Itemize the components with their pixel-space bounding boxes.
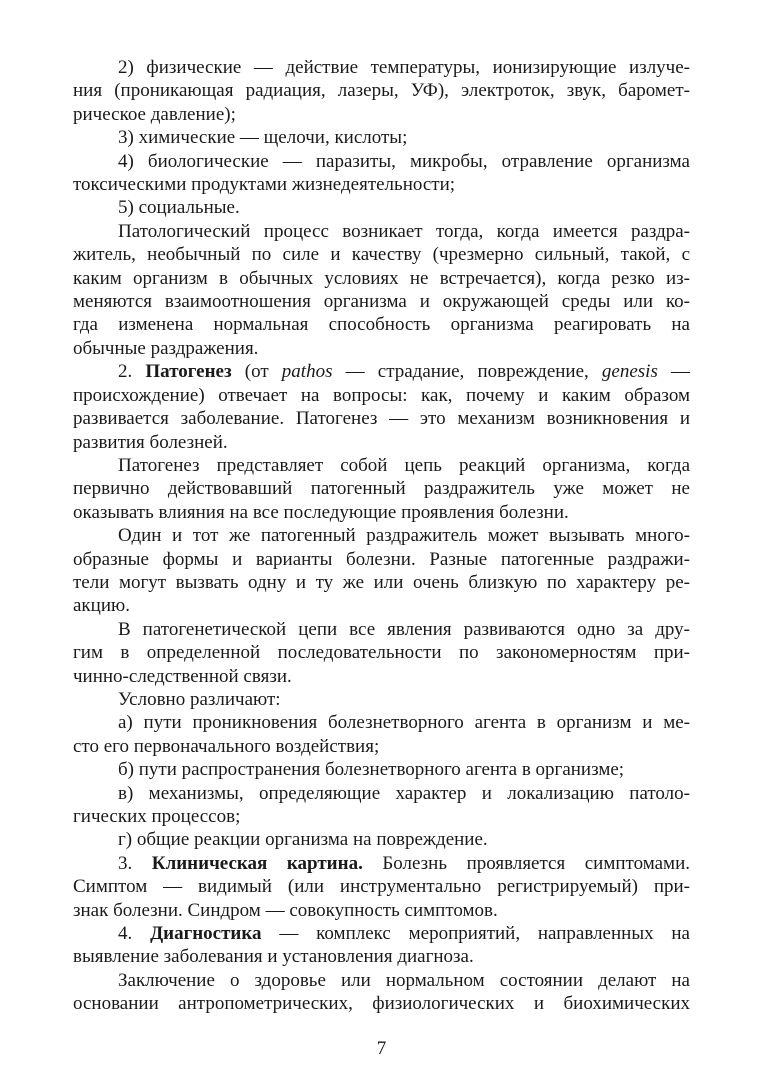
text-line: акцию.	[73, 595, 130, 617]
text-line: сто его первоначального воздействия;	[73, 735, 380, 757]
text-line: Заключение о здоровье или нормальном состоянии делают на	[118, 969, 690, 991]
text-line: основании антропометрических, физиологических и биохимических	[73, 993, 690, 1015]
text-line: Патологический процесс возникает тогда, когда имеется раздра-	[118, 220, 690, 242]
text-line: 5) социальные.	[118, 197, 240, 219]
text-line: тели могут вызвать одну и ту же или очень близкую по характеру ре-	[73, 571, 690, 593]
text-run: 2.	[118, 361, 146, 383]
text-run: (от	[231, 361, 282, 383]
text-line: образные формы и варианты болезни. Разные патогенные раздражи-	[73, 548, 690, 570]
paragraph	[73, 150, 690, 197]
text-line: первично действовавший патогенный раздражитель уже может не	[73, 478, 690, 500]
text-line: 3) химические — щелочи, кислоты;	[118, 127, 408, 149]
text-line: 4) биологические — паразиты, микробы, отравление организма	[118, 150, 690, 172]
text-line: 2) физические — действие температуры, ионизирующие излуче-	[118, 57, 690, 78]
paragraph	[73, 758, 690, 781]
paragraph	[73, 196, 690, 219]
text-line: б) пути распространения болезнетворного агента в организме;	[118, 759, 625, 781]
text-line: гим в определенной последовательности по закономерностям при-	[73, 642, 690, 664]
text-line: каким организм в обычных условиях не встречается), когда резко из-	[73, 267, 690, 289]
term-italic: pathos	[281, 361, 333, 383]
text-line	[73, 360, 690, 383]
text-line: в) механизмы, определяющие характер и локализацию патоло-	[118, 782, 690, 804]
text-run: 3.	[118, 852, 152, 874]
text-line: токсическими продуктами жизнедеятельности;	[73, 174, 456, 196]
term-bold: Патогенез	[145, 361, 232, 383]
text-run: —	[657, 361, 691, 383]
text-run: — страдание, повреждение,	[332, 361, 602, 383]
text-line: Симптом — видимый (или инструментально регистрируемый) при-	[73, 876, 690, 898]
text-line: происхождение) отвечает на вопросы: как, почему и каким образом	[73, 384, 690, 406]
page-body	[73, 56, 690, 1016]
text-line: знак болезни. Синдром — совокупность симптомов.	[73, 899, 498, 921]
text-line: рическое давление);	[73, 103, 236, 125]
text-run: 4.	[118, 923, 151, 945]
paragraph	[73, 454, 690, 524]
term-bold: Клиническая картина.	[151, 852, 363, 874]
text-line: В патогенетической цепи все явления развиваются одно за дру-	[118, 618, 690, 640]
paragraph	[73, 828, 690, 851]
text-line: житель, необычный по силе и качеству (чрезмерно сильный, такой, с	[73, 244, 690, 266]
text-line: обычные раздражения.	[73, 337, 259, 359]
text-line: ния (проникающая радиация, лазеры, УФ), электроток, звук, баромет-	[73, 80, 690, 102]
paragraph	[73, 688, 690, 711]
paragraph	[73, 220, 690, 360]
text-line: гда изменена нормальная способность организма реагировать на	[73, 314, 690, 336]
term-italic: genesis	[601, 361, 658, 383]
paragraph	[73, 618, 690, 688]
text-line: Патогенез представляет собой цепь реакций организма, когда	[118, 454, 690, 476]
paragraph	[73, 782, 690, 829]
text-line: а) пути проникновения болезнетворного агента в организм и ме-	[118, 712, 690, 734]
paragraph	[73, 852, 690, 922]
paragraph	[73, 922, 690, 969]
text-line: чинно-следственной связи.	[73, 665, 292, 687]
page-number: 7	[376, 1038, 387, 1059]
text-line: гических процессов;	[73, 806, 241, 827]
paragraph	[73, 711, 690, 758]
text-line: развивается заболевание. Патогенез — это механизм возникновения и	[73, 408, 690, 430]
text-line: г) общие реакции организма на повреждение.	[118, 829, 488, 851]
text-line: развития болезней.	[73, 431, 228, 453]
paragraph	[73, 360, 690, 454]
text-line: оказывать влияния на все последующие проявления болезни.	[73, 501, 569, 523]
paragraph	[73, 969, 690, 1016]
text-line: Условно различают:	[118, 688, 281, 710]
term-bold: Диагностика	[150, 923, 262, 945]
text-line: меняются взаимоотношения организма и окружающей среды или ко-	[73, 291, 690, 313]
text-line: выявление заболевания и установления диагноза.	[73, 946, 474, 968]
text-line	[73, 922, 690, 945]
text-run: — комплекс мероприятий, направленных на	[261, 923, 690, 945]
text-line	[73, 852, 690, 875]
text-line: Один и тот же патогенный раздражитель может вызывать много-	[118, 525, 690, 547]
paragraph	[73, 524, 690, 618]
paragraph	[73, 56, 690, 126]
paragraph	[73, 126, 690, 149]
text-run: Болезнь проявляется симптомами.	[362, 852, 690, 874]
